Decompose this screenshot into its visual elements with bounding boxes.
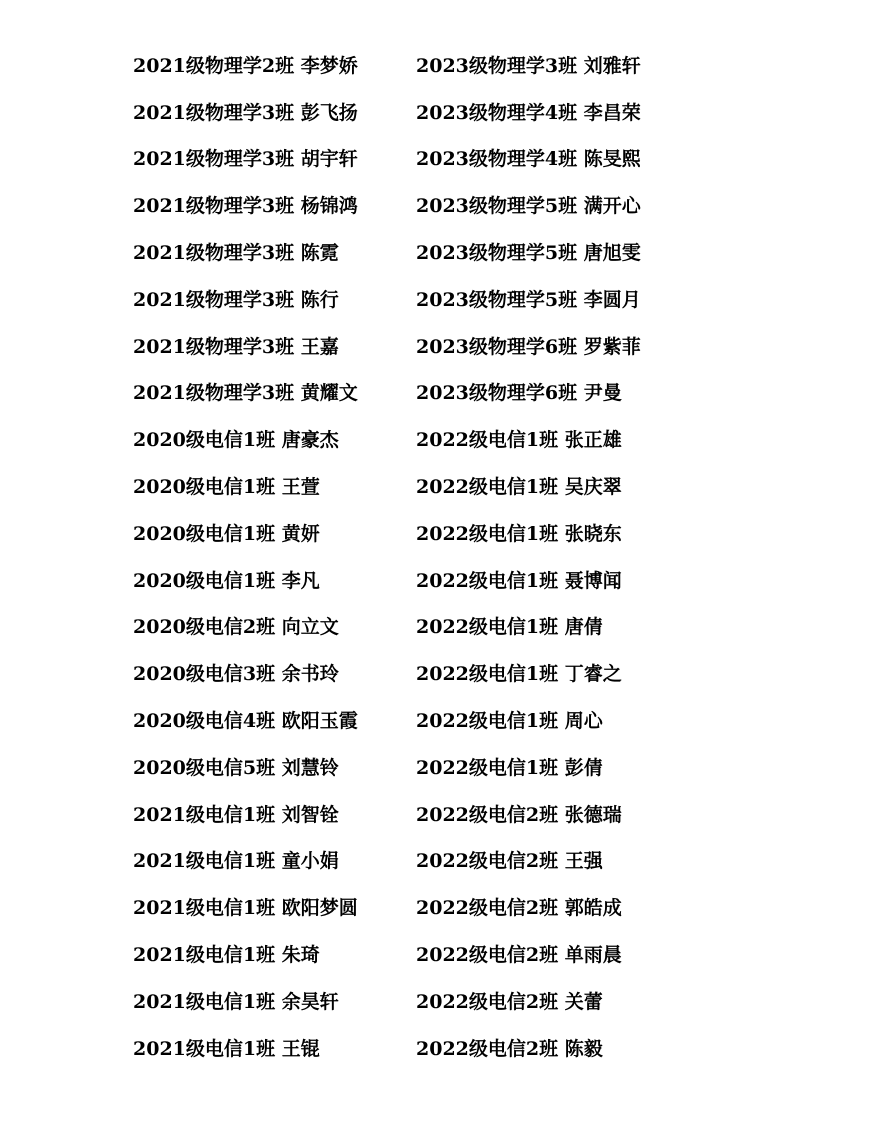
right-entry: 2022级电信1班 丁睿之 [416, 663, 622, 686]
right-entry: 2022级电信2班 关蕾 [416, 990, 603, 1013]
right-entry: 2023级物理学4班 陈旻熙 [416, 148, 641, 171]
right-entry: 2022级电信2班 陈毅 [416, 1037, 603, 1060]
left-entry: 2021级物理学3班 彭飞扬 [133, 101, 358, 124]
right-entry: 2023级物理学5班 满开心 [416, 195, 641, 218]
list-item [133, 275, 753, 322]
list-item [133, 790, 753, 837]
right-entry: 2022级电信1班 唐倩 [416, 616, 603, 639]
left-entry: 2020级电信4班 欧阳玉霞 [133, 710, 358, 733]
right-entry: 2022级电信1班 张正雄 [416, 429, 622, 452]
list-item [133, 556, 753, 603]
left-entry: 2021级物理学3班 黄耀文 [133, 382, 358, 405]
name-list [133, 41, 753, 1071]
left-entry: 2020级电信1班 黄妍 [133, 522, 320, 545]
list-item [133, 649, 753, 696]
left-entry: 2021级物理学2班 李梦娇 [133, 54, 358, 77]
right-entry: 2023级物理学6班 尹曼 [416, 382, 622, 405]
list-item [133, 837, 753, 884]
list-item [133, 509, 753, 556]
list-item [133, 135, 753, 182]
left-entry: 2020级电信1班 王萱 [133, 476, 320, 499]
left-entry: 2021级物理学3班 杨锦鸿 [133, 195, 358, 218]
right-entry: 2023级物理学5班 李圆月 [416, 288, 641, 311]
right-entry: 2022级电信1班 吴庆翠 [416, 476, 622, 499]
right-entry: 2022级电信1班 聂博闻 [416, 569, 622, 592]
right-entry: 2022级电信2班 郭皓成 [416, 897, 622, 920]
right-entry: 2022级电信1班 周心 [416, 710, 603, 733]
list-item [133, 322, 753, 369]
right-entry: 2022级电信2班 王强 [416, 850, 603, 873]
right-entry: 2022级电信1班 彭倩 [416, 756, 603, 779]
list-item [133, 930, 753, 977]
right-entry: 2023级物理学6班 罗紫菲 [416, 335, 641, 358]
left-entry: 2020级电信3班 余书玲 [133, 663, 339, 686]
list-item [133, 696, 753, 743]
right-entry: 2023级物理学5班 唐旭雯 [416, 242, 641, 265]
right-entry: 2023级物理学3班 刘雅轩 [416, 54, 641, 77]
left-entry: 2021级物理学3班 陈霓 [133, 242, 339, 265]
left-entry: 2021级电信1班 朱琦 [133, 944, 320, 967]
list-item [133, 743, 753, 790]
list-item [133, 462, 753, 509]
list-item [133, 228, 753, 275]
left-entry: 2021级电信1班 欧阳梦圆 [133, 897, 358, 920]
list-item [133, 603, 753, 650]
left-entry: 2021级物理学3班 陈行 [133, 288, 339, 311]
list-item [133, 41, 753, 88]
right-entry: 2022级电信2班 张德瑞 [416, 803, 622, 826]
left-entry: 2021级物理学3班 王嘉 [133, 335, 339, 358]
left-entry: 2020级电信1班 李凡 [133, 569, 320, 592]
left-entry: 2020级电信5班 刘慧铃 [133, 756, 339, 779]
list-item [133, 1024, 753, 1071]
list-item [133, 883, 753, 930]
list-item [133, 369, 753, 416]
left-entry: 2021级电信1班 刘智铨 [133, 803, 339, 826]
list-item [133, 181, 753, 228]
right-entry: 2022级电信2班 单雨晨 [416, 944, 622, 967]
list-item [133, 415, 753, 462]
right-entry: 2022级电信1班 张晓东 [416, 522, 622, 545]
left-entry: 2020级电信1班 唐豪杰 [133, 429, 339, 452]
left-entry: 2020级电信2班 向立文 [133, 616, 339, 639]
list-item [133, 88, 753, 135]
left-entry: 2021级电信1班 王锟 [133, 1037, 320, 1060]
list-item [133, 977, 753, 1024]
left-entry: 2021级电信1班 童小娟 [133, 850, 339, 873]
left-entry: 2021级物理学3班 胡宇轩 [133, 148, 358, 171]
right-entry: 2023级物理学4班 李昌荣 [416, 101, 641, 124]
left-entry: 2021级电信1班 余昊轩 [133, 990, 339, 1013]
